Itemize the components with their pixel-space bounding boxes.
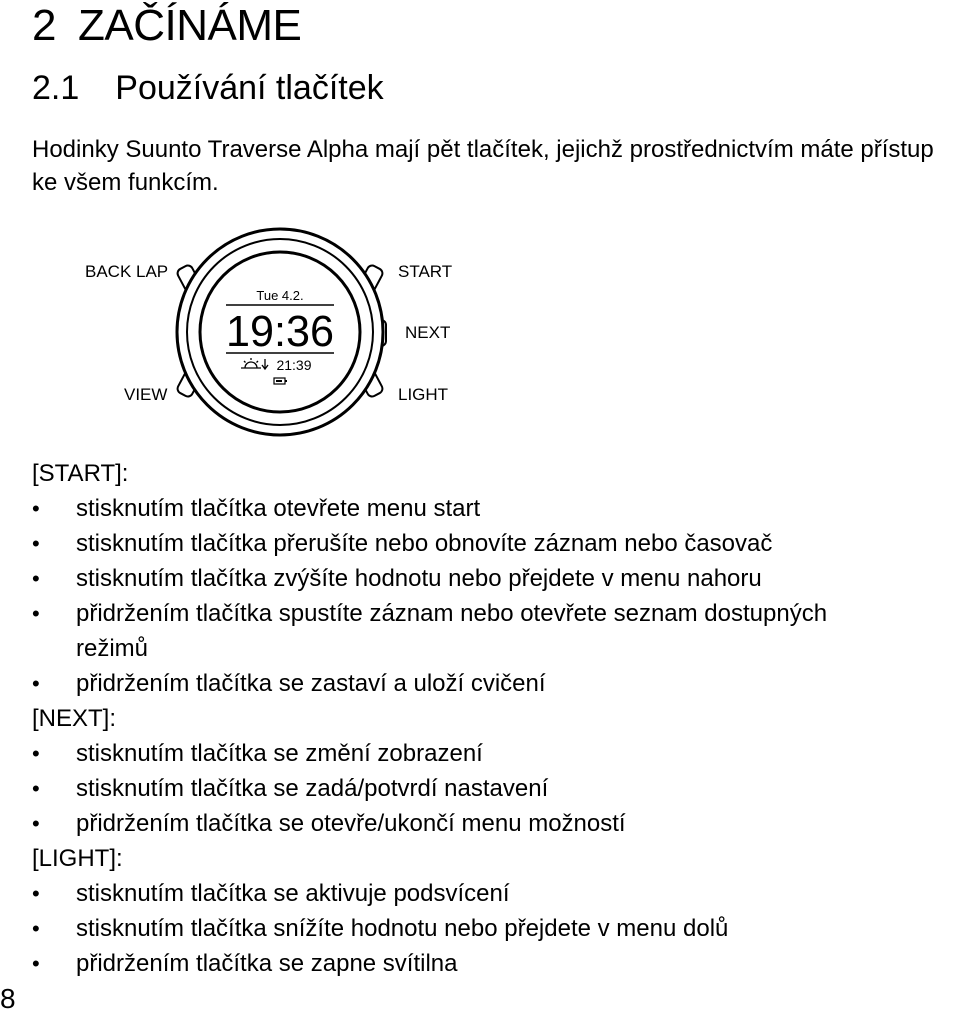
list-item: • stisknutím tlačítka přerušíte nebo obnovíte záznam nebo časovač (32, 526, 952, 561)
start-list (32, 491, 952, 701)
next-section-title: [NEXT]: (32, 705, 117, 732)
list-item: • stisknutím tlačítka otevřete menu start (32, 491, 952, 526)
list-item: • stisknutím tlačítka se změní zobrazení (32, 736, 952, 771)
chapter-title: ZAČÍNÁME (77, 1, 302, 50)
chapter-heading (32, 0, 301, 52)
list-item: • stisknutím tlačítka se aktivuje podsvícení (32, 876, 952, 911)
light-section-title: [LIGHT]: (32, 845, 123, 872)
screen-sunset-time: 21:39 (276, 357, 312, 373)
list-item: • přidržením tlačítka se otevře/ukončí menu možností (32, 806, 952, 841)
label-light: LIGHT (398, 385, 449, 404)
list-item: • přidržením tlačítka spustíte záznam nebo otevřete seznam dostupných režimů (32, 596, 952, 666)
list-item: • stisknutím tlačítka snížíte hodnotu nebo přejdete v menu dolů (32, 911, 952, 946)
list-item: • přidržením tlačítka se zastaví a uloží cvičení (32, 666, 952, 701)
light-list (32, 876, 952, 981)
section-heading (32, 65, 384, 111)
start-section (32, 456, 952, 701)
label-start: START (398, 262, 453, 281)
next-list (32, 736, 952, 841)
page-number: 8 (0, 983, 16, 1014)
section-title: Používání tlačítek (115, 69, 384, 107)
label-back-lap: BACK LAP (85, 262, 169, 281)
label-next: NEXT (405, 323, 451, 342)
screen-date: Tue 4.2. (256, 288, 304, 303)
list-item: • stisknutím tlačítka se zadá/potvrdí nastavení (32, 771, 952, 806)
chapter-number: 2 (32, 1, 56, 50)
list-item: • přidržením tlačítka se zapne svítilna (32, 946, 952, 981)
next-section (32, 701, 952, 841)
intro-paragraph: Hodinky Suunto Traverse Alpha mají pět tlačítek, jejichž prostřednictvím máte přístup ke všem funkcím. (32, 136, 934, 196)
watch-illustration (60, 222, 480, 442)
list-item: • stisknutím tlačítka zvýšíte hodnotu nebo přejdete v menu nahoru (32, 561, 952, 596)
start-section-title: [START]: (32, 460, 129, 487)
watch-button-diagram (60, 222, 480, 442)
label-view: VIEW (124, 385, 168, 404)
screen-time: 19:36 (226, 307, 334, 356)
light-section (32, 841, 952, 981)
button-descriptions (32, 456, 952, 981)
section-number: 2.1 (32, 69, 80, 107)
